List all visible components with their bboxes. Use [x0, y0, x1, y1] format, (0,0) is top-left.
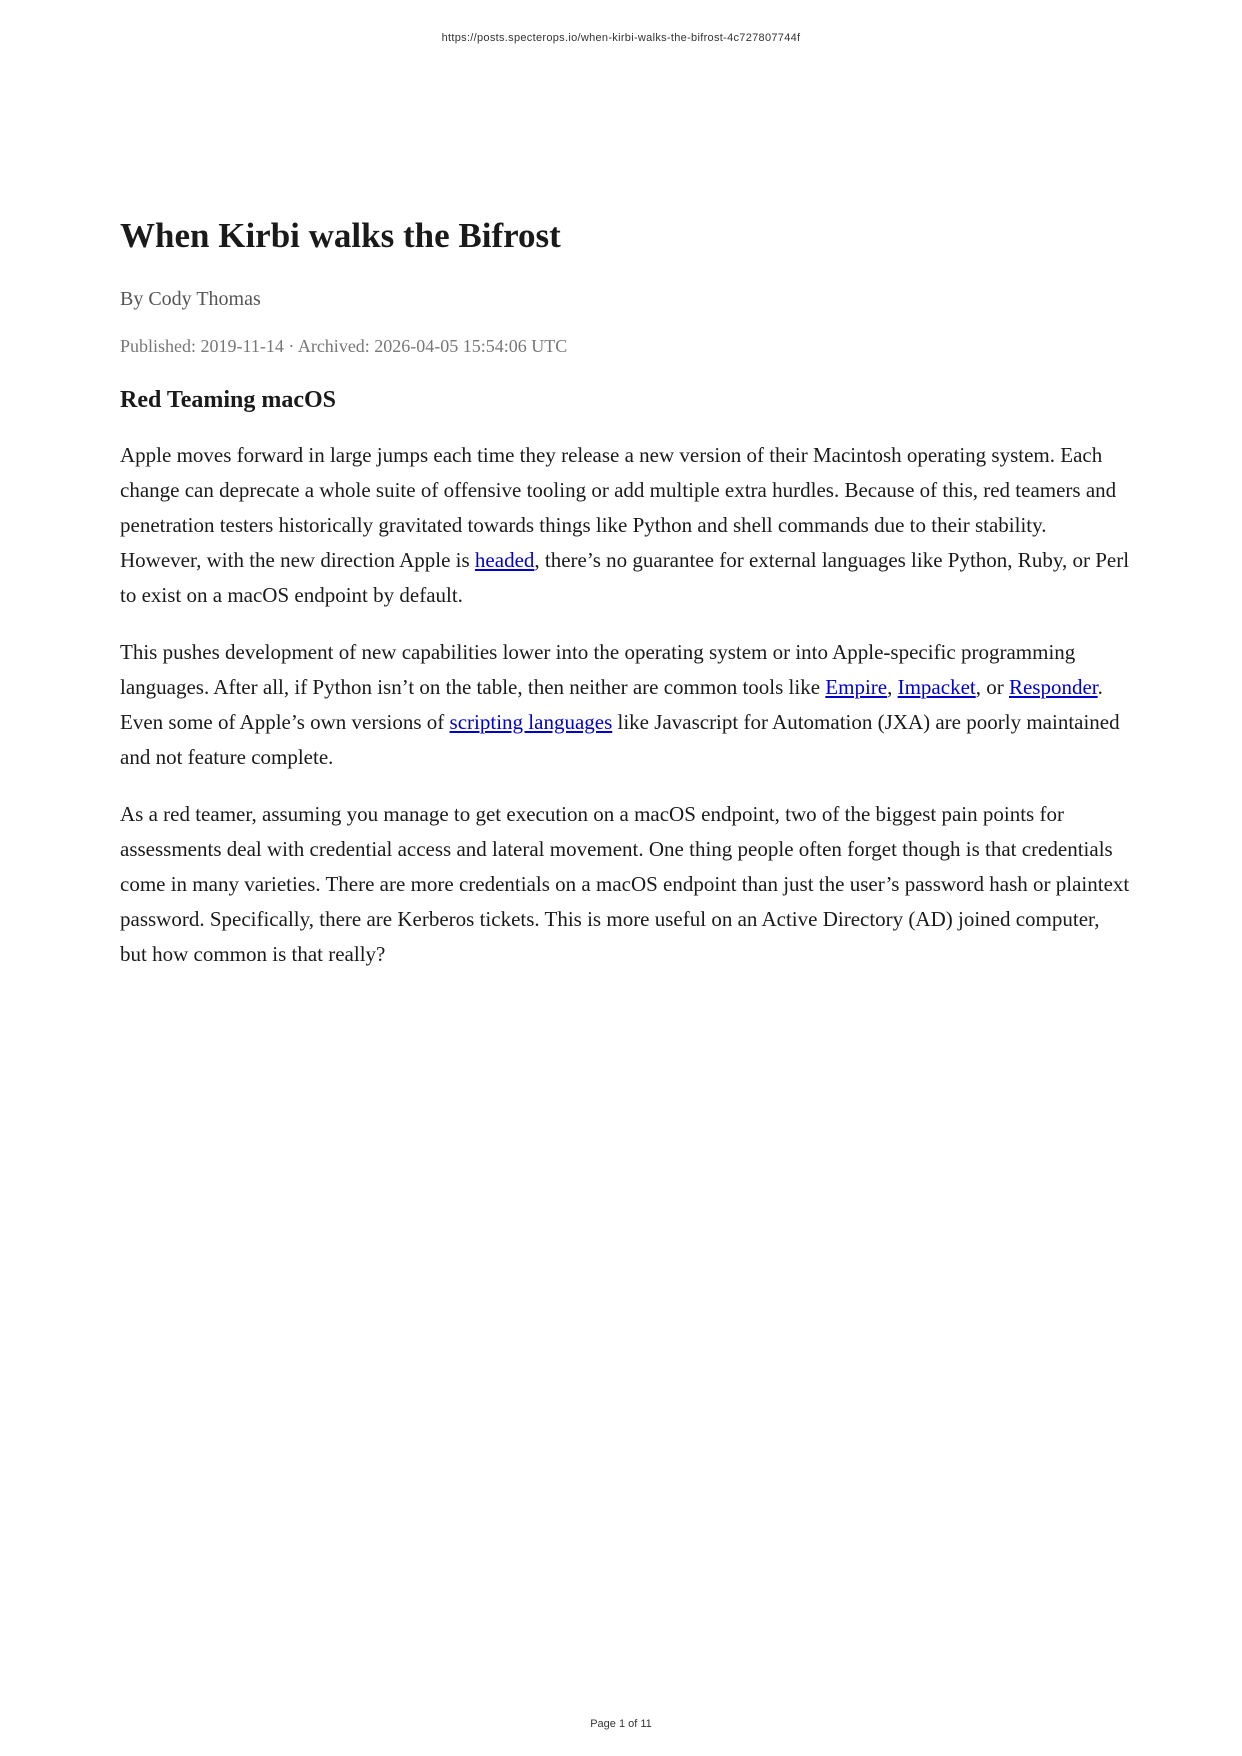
article-title: When Kirbi walks the Bifrost — [120, 216, 561, 255]
link-scripting-languages[interactable]: scripting languages — [449, 710, 613, 734]
paragraph-text: , there’s no guarantee for external languages like Python, Ruby, or Perl to exist on a macOS endpoint by default. — [120, 548, 1130, 607]
paragraph-3: As a red teamer, assuming you manage to get execution on a macOS endpoint, two of the biggest pain points for assessments deal with credential access and lateral movement. One thing people often forget though is that credentials come in many varieties. There are more credentials on a macOS endpoint than just the user’s password hash or plaintext password. Specifically, there are Kerberos tickets. This is more useful on an Active Directory (AD) joined computer, but how common is that really? — [120, 802, 1130, 966]
separator-text: , — [887, 675, 898, 699]
link-responder[interactable]: Responder — [1008, 675, 1098, 699]
paragraph-text: Apple moves forward in large jumps each time they release a new version of their Macintosh operating system. Each change can deprecate a whole suite of offensive tooling or add multiple extra hurdles. Because of this, red teamers and penetration testers historically gravitated towards things like Python and shell commands due to their stability. However, with the new direction Apple is — [120, 443, 1117, 572]
publish-archive-dates: Published: 2019-11-14 · Archived: 2026-04-05 15:54:06 UTC — [120, 336, 568, 356]
page-number-footer: Page 1 of 11 — [590, 1718, 652, 1730]
section-heading: Red Teaming macOS — [120, 387, 337, 413]
paragraph-text: like Javascript for Automation (JXA) are poorly maintained and not feature complete. — [120, 710, 1120, 769]
link-headed[interactable]: headed — [474, 548, 535, 572]
page-url-header: https://posts.specterops.io/when-kirbi-walks-the-bifrost-4c727807744f — [441, 32, 801, 44]
paragraph-text: This pushes development of new capabilities lower into the operating system or into Apple-specific programming languages. After all, if Python isn’t on the table, then neither are common tools like — [120, 640, 1076, 699]
article-body — [120, 210, 1130, 972]
paragraph-2 — [120, 635, 1130, 775]
article-byline: By Cody Thomas — [120, 288, 261, 310]
link-impacket[interactable]: Impacket — [897, 675, 976, 699]
paragraph-text: . Even some of Apple’s own versions of — [120, 675, 1103, 734]
paragraph-1 — [120, 438, 1130, 613]
separator-text: , or — [975, 675, 1009, 699]
link-empire[interactable]: Empire — [825, 675, 888, 699]
